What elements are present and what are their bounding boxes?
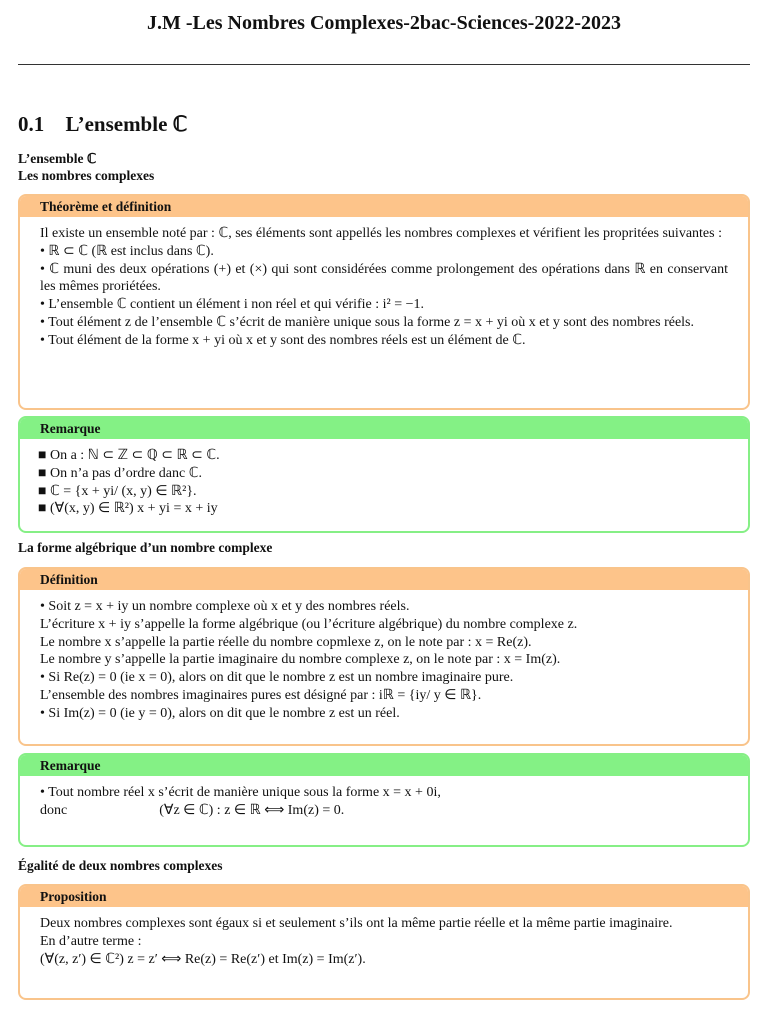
box-line: L’ensemble des nombres imaginaires pures est désigné par : iℝ = {iy/ y ∈ ℝ}.: [40, 687, 482, 703]
box-body: [20, 439, 748, 518]
box-line: • Tout élément z de l’ensemble ℂ s’écrit de manière unique sous la forme z = x + yi où x et y sont des nombres réels.: [40, 314, 694, 330]
subheading-forme: La forme algébrique d’un nombre complexe: [18, 540, 273, 555]
subheading-nombres: Les nombres complexes: [18, 168, 155, 183]
box-title: Définition: [20, 569, 748, 590]
remark-box-2: [18, 753, 750, 847]
proposition-box: [18, 884, 750, 1000]
subheading-ensemble: L’ensemble ℂ: [18, 151, 97, 166]
remark-box-1: [18, 416, 750, 533]
section-heading: [18, 112, 187, 137]
box-line: Il existe un ensemble noté par : ℂ, ses éléments sont appellés les nombres complexes et vérifient les propritées suivantes :: [40, 226, 722, 241]
box-line: ■ (∀(x, y) ∈ ℝ²) x + yi = x + iy: [38, 501, 218, 517]
box-line: • Soit z = x + iy un nombre complexe où x et y des nombres réels.: [40, 599, 410, 614]
definition-box: [18, 567, 750, 746]
donc-label: donc: [40, 802, 68, 818]
box-body: [20, 776, 748, 820]
section-title: L’ensemble ℂ: [65, 112, 188, 136]
section-number: 0.1: [18, 112, 45, 136]
box-line: • ℂ muni des deux opérations (+) et (×) qui sont considérées comme prolongement des opérations dans ℝ en conservant les mêmes proriétées.: [40, 261, 728, 295]
box-line: Le nombre y s’appelle la partie imaginaire du nombre complexe z, on le note par : x = Im(z).: [40, 652, 561, 668]
equivalence-formula: (∀z ∈ ℂ) : z ∈ ℝ ⟺ Im(z) = 0.: [159, 802, 345, 818]
box-body: [20, 907, 748, 968]
box-title: Remarque: [20, 418, 748, 439]
box-line: • ℝ ⊂ ℂ (ℝ est inclus dans ℂ).: [40, 243, 214, 259]
box-title: Proposition: [20, 886, 748, 907]
box-line: Deux nombres complexes sont égaux si et seulement s’ils ont la même partie réelle et la même partie imaginaire.: [40, 916, 673, 931]
subheading-egalite: Égalité de deux nombres complexes: [18, 858, 223, 873]
theorem-definition-box: [18, 194, 750, 410]
box-line: ■ ℂ = {x + yi/ (x, y) ∈ ℝ²}.: [38, 483, 197, 499]
box-line: Le nombre x s’appelle la partie réelle du nombre copmlexe z, on le note par : x = Re(z).: [40, 634, 532, 650]
box-line: • Tout élément de la forme x + yi où x et y sont des nombres réels est un élément de ℂ.: [40, 332, 526, 348]
box-line: • Si Im(z) = 0 (ie y = 0), alors on dit que le nombre z est un réel.: [40, 705, 400, 721]
box-line: En d’autre terme :: [40, 933, 142, 949]
box-line: • L’ensemble ℂ contient un élément i non réel et qui vérifie : i² = −1.: [40, 297, 425, 313]
box-body: [20, 217, 748, 350]
title-rule: [18, 64, 750, 65]
box-line: ■ On n’a pas d’ordre danc ℂ.: [38, 465, 203, 481]
box-line: • Si Re(z) = 0 (ie x = 0), alors on dit que le nombre z est un nombre imaginaire pure.: [40, 670, 514, 686]
box-line: [40, 802, 728, 820]
box-line: (∀(z, z′) ∈ ℂ²) z = z′ ⟺ Re(z) = Re(z′) et Im(z) = Im(z′).: [40, 951, 366, 967]
box-line: ■ On a : ℕ ⊂ ℤ ⊂ ℚ ⊂ ℝ ⊂ ℂ.: [38, 448, 220, 463]
box-title: Remarque: [20, 755, 748, 776]
box-line: • Tout nombre réel x s’écrit de manière unique sous la forme x = x + 0i,: [40, 785, 441, 800]
box-body: [20, 590, 748, 723]
box-title: Théorème et définition: [20, 196, 748, 217]
document-title: J.M -Les Nombres Complexes-2bac-Sciences-2022-2023: [147, 12, 621, 34]
box-line: L’écriture x + iy s’appelle la forme algébrique (ou l’écriture algébrique) du nombre complexe z.: [40, 616, 578, 632]
